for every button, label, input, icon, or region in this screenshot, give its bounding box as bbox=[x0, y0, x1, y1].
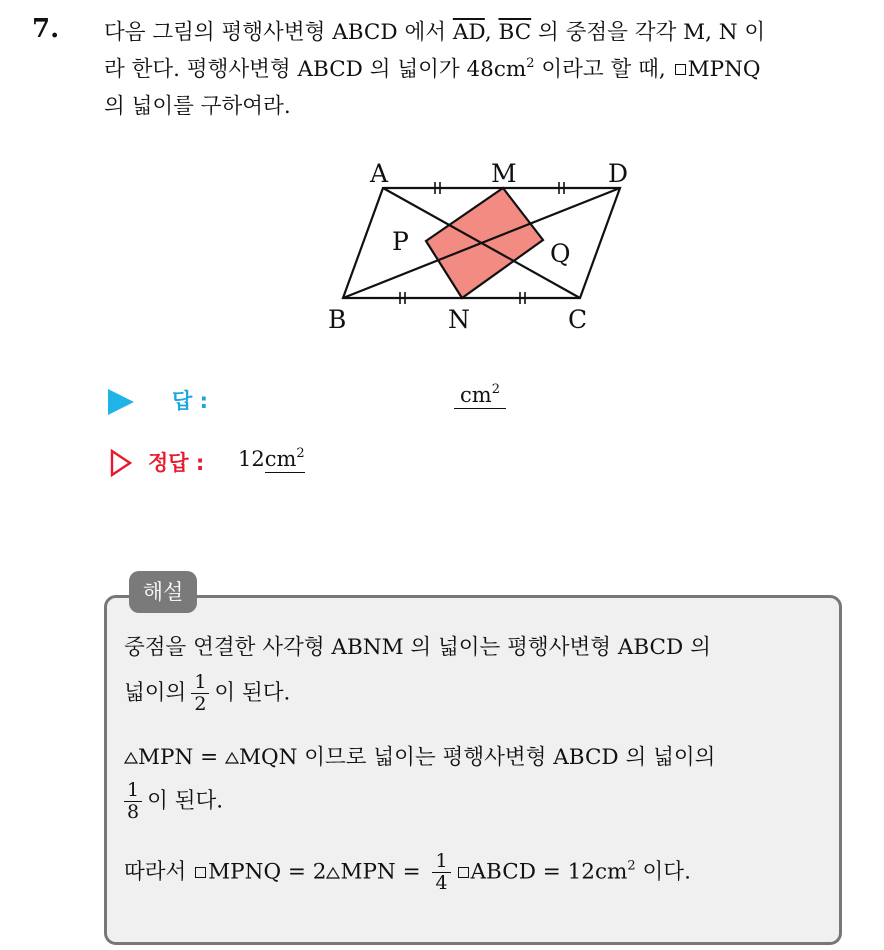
answer-unit: cm bbox=[460, 383, 492, 407]
exp-l5-c: ABCD = 12cm bbox=[470, 859, 628, 885]
square-symbol-icon bbox=[458, 867, 469, 878]
answer-input[interactable] bbox=[454, 383, 506, 409]
triangle-symbol-icon bbox=[326, 867, 340, 879]
correct-unit-sup: 2 bbox=[296, 446, 305, 461]
question-text bbox=[104, 14, 864, 125]
exp-l2-post: 이 된다. bbox=[214, 680, 291, 706]
explanation-line-2 bbox=[124, 672, 290, 715]
frac-den: 2 bbox=[194, 693, 207, 715]
correct-value-wrap bbox=[238, 447, 305, 471]
frac-den: 4 bbox=[435, 872, 448, 894]
parallelogram-diagram bbox=[318, 150, 648, 340]
exp-l5-pre: 따라서 bbox=[124, 859, 194, 885]
exp-l5-post: 이다. bbox=[635, 859, 691, 885]
exp-l3-b: MQN 이므로 넓이는 평행사변형 ABCD 의 넓이의 bbox=[238, 745, 716, 770]
q-line2-sup: 2 bbox=[526, 56, 535, 71]
q-line2-shape: MPNQ bbox=[687, 57, 761, 82]
square-symbol-icon bbox=[195, 867, 206, 878]
explanation-line-4 bbox=[124, 780, 223, 823]
label-q: Q bbox=[550, 239, 571, 268]
exp-l2-pre: 넓이의 bbox=[124, 680, 187, 706]
label-c: C bbox=[568, 305, 588, 334]
label-p: P bbox=[392, 227, 409, 256]
exp-l5-a: MPNQ = 2 bbox=[208, 859, 327, 885]
frac-num: 1 bbox=[432, 851, 450, 873]
explanation-line-3 bbox=[124, 740, 715, 771]
fraction-one-half bbox=[191, 672, 209, 715]
q-line3: 의 넓이를 구하여라. bbox=[104, 94, 291, 119]
question-number: 7. bbox=[32, 14, 60, 44]
triangle-symbol-icon bbox=[225, 752, 239, 764]
correct-arrow-icon bbox=[110, 449, 132, 477]
q-comma: , bbox=[484, 20, 499, 45]
exp-l3-a: MPN = bbox=[138, 745, 225, 770]
answer-arrow-icon bbox=[108, 389, 134, 415]
square-symbol-icon bbox=[675, 64, 686, 75]
triangle-symbol-icon bbox=[124, 752, 138, 764]
explanation-tag: 해설 bbox=[129, 571, 197, 613]
correct-label: 정답 : bbox=[148, 451, 205, 475]
fraction-one-eighth bbox=[124, 780, 142, 823]
frac-den: 8 bbox=[127, 801, 140, 823]
exp-l4-post: 이 된다. bbox=[147, 788, 224, 814]
label-d: D bbox=[608, 159, 629, 188]
frac-num: 1 bbox=[124, 780, 142, 802]
label-n: N bbox=[448, 305, 470, 334]
exp-l5-b: MPN = bbox=[340, 859, 428, 885]
q-line2-pre: 라 한다. 평행사변형 ABCD 의 넓이가 48cm bbox=[104, 57, 527, 82]
answer-unit-sup: 2 bbox=[491, 382, 500, 397]
explanation-line-1: 중점을 연결한 사각형 ABNM 의 넓이는 평행사변형 ABCD 의 bbox=[124, 635, 711, 660]
label-a: A bbox=[370, 159, 389, 188]
q-line2-post: 이라고 할 때, bbox=[534, 57, 673, 82]
fraction-one-quarter bbox=[432, 851, 450, 894]
label-b: B bbox=[328, 305, 347, 334]
frac-num: 1 bbox=[191, 672, 209, 694]
explanation-line-5 bbox=[124, 851, 691, 894]
exp-l5-sup: 2 bbox=[627, 858, 636, 874]
label-m: M bbox=[491, 159, 517, 188]
correct-value: 12 bbox=[238, 447, 265, 471]
segment-ad: $\overline{AD}$ bbox=[452, 20, 485, 45]
q-line1-pre: 다음 그림의 평행사변형 ABCD 에서 bbox=[104, 20, 453, 45]
answer-label: 답 : bbox=[172, 389, 208, 413]
correct-unit-wrap bbox=[265, 447, 305, 473]
shaded-quad-mpnq bbox=[426, 188, 543, 298]
q-line1-post: 의 중점을 각각 M, N 이 bbox=[531, 20, 766, 45]
correct-unit: cm bbox=[264, 447, 297, 471]
segment-bc: $\overline{BC}$ bbox=[498, 20, 532, 45]
